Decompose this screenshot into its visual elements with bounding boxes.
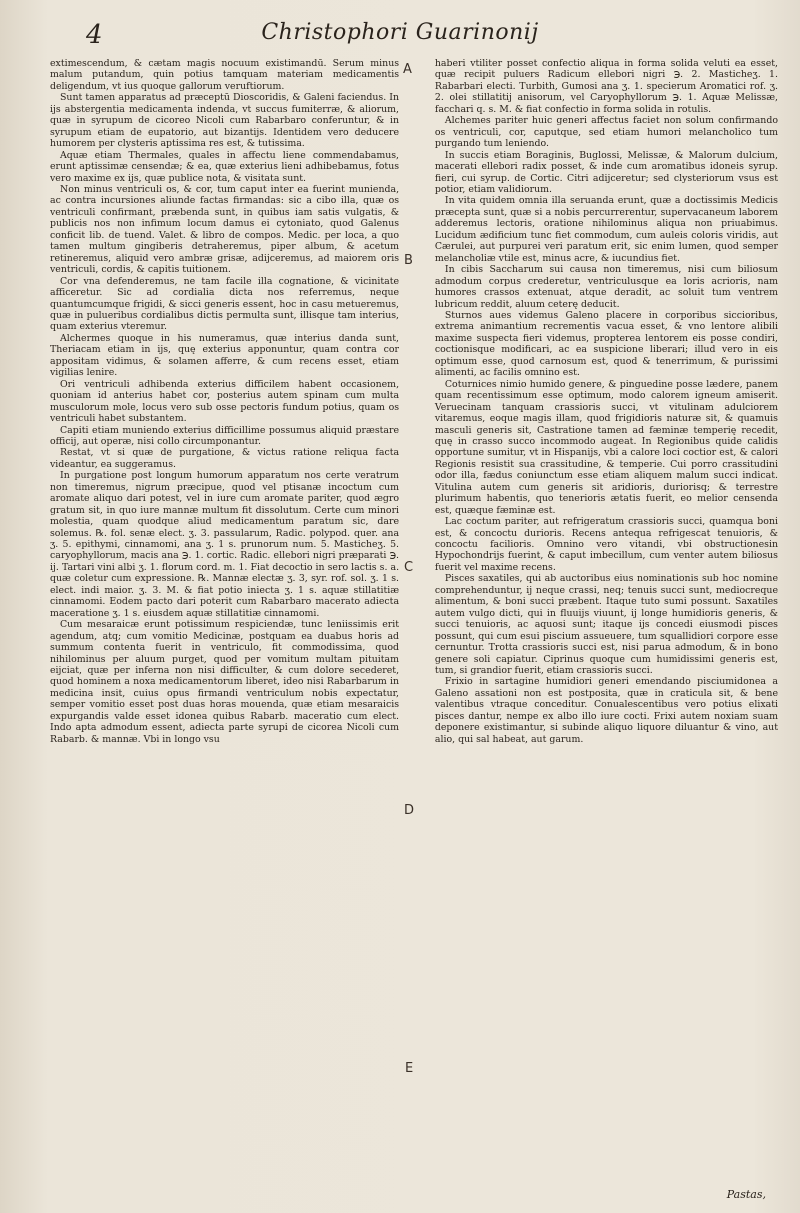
page-header <box>26 18 774 56</box>
paragraph: extimescendum, & cætam magis nocuum existimandū. Serum minus malum putandum, quin potius tamquam materiam medicamentis deligendum, vt ius quoque gallorum veruftiorum. <box>50 58 400 92</box>
paragraph: Coturnices nimio humido genere, & pinguedine posse lædere, panem quam recentissimum esse optimum, modo calorem igneum amiserit. Veruecinam tanquam crassioris succi, vt vitulinam adulciorem vitaremus, eoque magis illam, quod frigidioris naturæ sit, & quamuis masculi generis sit, Castratione tamen ad fæminæ temperię recedit, quę in crasso succo incommodo augeat. In Regionibus quide calidis opportune sumitur, vt in Hispanijs, vbi a calore loci coctior est, & calori Regionis resistit sua crassitudine, & temperie. Cui porro crassitudini odor illa, fædus coniunctum esse etiam aliquem malum succi indicat. Vitulina autem cum generis sit aridioris, duriorisq; & terrestre plurimum habentis, quo tenerioris ætatis fuerit, eo melior censenda est, quæque fæminæ est. <box>434 378 778 516</box>
paragraph: Ori ventriculi adhibenda exterius difficilem habent occasionem, quoniam id anterius habet cor, posterius autem spinam cum multa musculorum mole, locus vero sub osse pectoris fundum potius, quam os ventriculi habet substantem. <box>50 378 400 425</box>
paragraph: Sturnos aues videmus Galeno placere in corporibus siccioribus, extrema animantium recrementis vacua esset, & vno lentore alibili maxime suspecta fieri videmus, propterea lentorem eis posse condiri, coctionisque modificari, ac ea suspicione liberari; illud vero in eis optimum esse, quod carnosum est, quod & tenerrimum, & purissimi alimenti, ac facilis omnino est. <box>434 309 778 379</box>
paragraph: Restat, vt si quæ de purgatione, & victus ratione reliqua facta videantur, ea suggeramus. <box>50 447 400 470</box>
running-title: Christophori Guarinonij <box>261 20 539 45</box>
paragraph: Non minus ventriculi os, & cor, tum caput inter ea fuerint munienda, ac contra incursiones aliunde factas firmandas: sic a cibo illa, quæ os ventriculi confirmant, præbenda sunt, in quibus iam satis vulgatis, & publicis nos non infimum locum damus ei cytoniato, quod Galenus conficit lib. de tuend. Valet. & libro de compos. Medic. per loca, a quo tamen multum gingiberis detraheremus, piper album, & acetum retineremus, aliquid vero ambræ grisæ, adijceremus, ad maiorem oris ventriculi, cordis, & capitis tuitionem. <box>50 183 400 276</box>
paragraph: Sunt tamen apparatus ad præceptū Dioscoridis, & Galeni faciendus. In ijs abstergentia medicamenta indenda, vt succus fumiterræ, & aliorum, quæ in syrupum de cicoreo Nicoli cum Rabarbaro conferuntur, & in syrupum etiam de eupatorio, aut bizantijs. Identidem vero deducere humorem per clysteris aptissima res est, & tutissima. <box>50 92 400 150</box>
paragraph: Cum mesaraicæ erunt potissimum respiciendæ, tunc leniissimis erit agendum, atq; cum vomitio Medicinæ, postquam ea duabus horis ad summum contenta fuerit in ventriculo, fit commodissima, quod nihilominus per aluum purget, quod per vomitum multam pituitam eijciat, quæ per inferna non nisi difficulter, & cum dolore secederet, quod hominem a noxa medicamentorum liberet, ideo nisi Rabarbarum in medicina insit, cuius opus firmandi ventriculum nobis expectatur, semper vomitio esset post duas horas mouenda, quæ etiam mesaraicis expurgandis valde esset idonea quibus Rabarb. maceratio cum elect. Indo apta admodum essent, adiecta parte syrupi de cicorea Nicoli cum Rabarb. & mannæ. Vbi in longo vsu <box>50 619 400 745</box>
paragraph: Pisces saxatiles, qui ab auctoribus eius nominationis sub hoc nomine comprehenduntur, ij neque crassi, neq; tenuis succi sunt, mediocreque alimentum, & boni succi præbent. Itaque tuto sumi possunt. Saxatiles autem vulgo dicti, qui in fluuijs viuunt, ij longe humidioris generis, & succi tenuioris, ac aquosi sunt; itaque ijs concedi eiusmodi pisces possunt, qui cum esui piscium assueuere, tum squallidiori corpore esse cernuntur. Trotta crassioris succi est, nisi parua admodum, & in bono genere soli capiatur. Ciprinus quoque cum humidissimi generis est, tum, si grandior fuerit, etiam crassioris succi. <box>434 573 778 677</box>
catchword: Pastas, <box>726 1188 766 1201</box>
paragraph: Cor vna defenderemus, ne tam facile illa cognatione, & vicinitate afficeretur. Sic ad cordialia dicta nos referremus, neque quantumcumque frigidi, & sicci generis essent, hoc in casu metueremus, quæ in pulueribus cordialibus dictis permulta sunt, illisque tam interius, quam exterius vteremur. <box>50 275 400 333</box>
paragraph: In vita quidem omnia illa seruanda erunt, quæ a doctissimis Medicis præcepta sunt, quæ si a nobis percurrerentur, supervacaneum laborem adderemus lectoris, oratione nihilominus aliqua non priuabimus. Lucidum ædificium tunc fiet commodum, cum auleis coloris viridis, aut Cærulei, aut purpurei veri paratum erit, sic enim lumen, quod semper melancholiæ vtile est, minus acre, & iucundius fiet. <box>434 195 778 264</box>
paragraph: In succis etiam Boraginis, Buglossi, Melissæ, & Malorum dulcium, macerati ellebori radix posset, & inde cum aromatibus idoneis syrup. fieri, cui syrup. de Cortic. Citri adijceretur; sed clysteriorum vsus est potior, etiam validiorum. <box>434 149 778 195</box>
margin-letter-d: D <box>404 803 415 818</box>
paragraph: Frixio in sartagine humidiori generi emendando pisciumidonea a Galeno assationi non est postposita, quæ in craticula sit, & bene valentibus vtraque conceditur. Conualescentibus vero potius elixati pisces dantur, nempe ex albo illo iure cocti. Frixi autem noxiam suam deponere existimantur, si subinde aliquo liquore diluantur & vino, aut alio, qui sal habeat, aut garum. <box>434 676 778 745</box>
paragraph: Capiti etiam muniendo exterius difficillime possumus aliquid præstare officij, aut operæ, nisi collo circumponantur. <box>50 424 400 447</box>
page-number: 4 <box>86 20 103 50</box>
margin-letter-a: A <box>403 62 412 77</box>
margin-letter-c: C <box>404 560 414 575</box>
paragraph: Lac coctum pariter, aut refrigeratum crassioris succi, quamqua boni est, & concoctu durioris. Recens antequa refrigescat tenuioris, & concoctu facilioris. Omnino vero vitandi, vbi obstructionesin Hypochondrijs fuerint, & caput imbecillum, cum venter autem biliosus fuerit vel maxime recens. <box>434 516 778 573</box>
margin-letter-b: B <box>404 253 413 268</box>
paragraph: In purgatione post longum humorum apparatum nos certe veratrum non timeremus, nigrum præcipue, quod vel ptisanæ incoctum cum aromate aliquo dari potest, vel in iure cum aromate pariter, quod ægro gratum sit, in quo iure mannæ multum fit dissolutum. Certe cum minori molestia, quam quodque aliud medicamentum paratum sic, dare solemus. ℞. fol. senæ elect. ʒ. 3. passularum, Radic. polypod. quer. ana ʒ. 5. epithymi, cinnamomi, ana ʒ. 1 s. prunorum num. 5. Masticheʒ. 5. caryophyllorum, macis ana ℈. 1. cortic. Radic. ellebori nigri præparati ℈. ij. Tartari vini albi ʒ. 1. florum cord. m. 1. Fiat decoctio in sero lactis s. a. quæ coletur cum expressione. ℞. Mannæ electæ ʒ. 3, syr. rof. sol. ʒ. 1 s. elect. indi maior. ʒ. 3. M. & fiat potio iniecta ʒ. 1 s. aquæ stillatitiæ cinnamomi. Eodem pacto dari poterit cum Rabarbaro macerato adiecta maceratione ʒ. 1 s. eiusdem aquæ stillatitiæ cinnamomi. <box>50 470 400 619</box>
column-gutter <box>405 58 417 1199</box>
margin-letter-e: E <box>405 1061 414 1076</box>
paragraph: Alchemes pariter huic generi affectus faciet non solum confirmando os ventriculi, cor, caputque, sed etiam humori melancholico tum purgando tum leniendo. <box>434 115 778 150</box>
paragraph: Aquæ etiam Thermales, quales in affectu liene commendabamus, erunt aptissimæ censendæ; & ea, quæ exterius lieni adhibebamus, fotus vero maxime ex ijs, quæ publice nota, & visitata sunt. <box>50 149 400 184</box>
two-column-body <box>50 58 778 1199</box>
paragraph: Alchermes quoque in his numeramus, quæ interius danda sunt, Theriacam etiam in ijs, quę exterius apponuntur, quam contra cor appositam vidimus, & solamen afferre, & cum recens esset, etiam vigilias lenire. <box>50 332 400 379</box>
paragraph: In cibis Saccharum sui causa non timeremus, nisi cum biliosum admodum corpus crederetur, ventriculusque ea loris acrioris, nam humores crassos extenuat, atque deradit, ac soluit tum ventrem lubricum reddit, aluum ceterę deducit. <box>434 264 778 310</box>
right-column <box>421 58 778 1199</box>
left-column <box>50 58 405 1199</box>
paragraph: haberi vtiliter posset confectio aliqua in forma solida veluti ea esset, quæ recipit puluers Radicum ellebori nigri ℈. 2. Masticheʒ. 1. Rabarbari electi. Turbith, Gumosi ana ʒ. 1. specierum Aromatici rof. ʒ. 2. olei stillatitij anisorum, vel Caryophyllorum ℈. 1. Aquæ Melissæ, facchari q. s. M. & fiat confectio in forma solida in rotulis. <box>434 58 778 115</box>
